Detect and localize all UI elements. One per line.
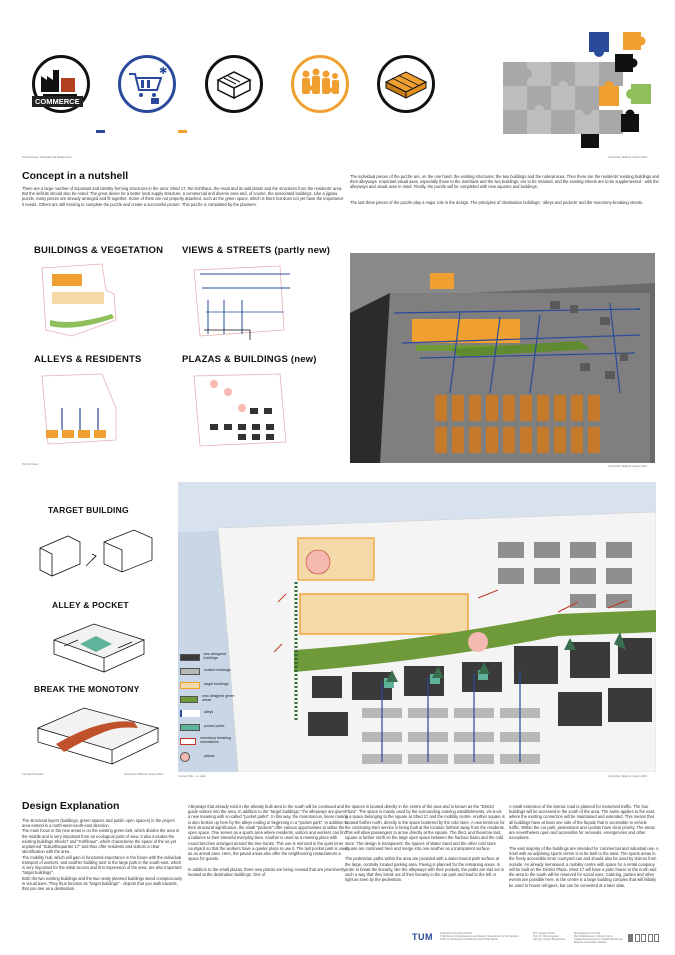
principles-caption-left: Concept Principles bbox=[22, 773, 44, 776]
principle-target-building-diagram bbox=[34, 518, 164, 578]
people-icon bbox=[291, 55, 349, 113]
legend-item bbox=[180, 680, 228, 690]
puzzle-icon bbox=[503, 22, 653, 152]
legend-label: alleys bbox=[204, 710, 214, 715]
design-title: Design Explanation bbox=[22, 800, 120, 812]
plan-legend bbox=[180, 652, 240, 762]
page-indicator-box bbox=[641, 934, 646, 942]
principles-caption-right: Ownership: Belarnie Jansen 2019 bbox=[124, 773, 163, 776]
concept-title: Concept in a nutshell bbox=[22, 170, 129, 182]
page-indicator-box bbox=[635, 934, 640, 942]
page-indicator-box bbox=[628, 934, 633, 942]
legend-label: plazas bbox=[204, 754, 215, 759]
legend-item bbox=[180, 666, 231, 676]
panel-title-alleys-residents: ALLEYS & RESIDENTS bbox=[34, 354, 142, 365]
principle-title-break-monotony: BREAK THE MONOTONY bbox=[34, 684, 140, 694]
concept-text-left: There are a large number of important and identity-forming structures in the area: Shed 17, the Kühlhaus, the moat and its wild plants and the structures from the residents' area. But the deficits should also be noted: The great desire for a better local supply structure, a commercial and diverse area and, of course, the associated buildings. Like a jigsaw puzzle, many pieces are already arranged and fit together. Some of them are not properly attached, such as the green space, which is there but does not yet have the importance it needs. Others are still missing to complete the puzzle and create a successful picture. This puzzle is completed by the planners. bbox=[22, 186, 344, 207]
panel-title-views-streets: VIEWS & STREETS (partly new) bbox=[182, 245, 331, 256]
design-col-2: Alleyways that already exist in the already built area to the south will be continued and guide visitors into the area. In addition to the "target buildings," the alleyways are given a new meaning with so-called "pocket parks". In this way, the monotonous, linear routing is also broken up here by the alleys ending or beginning in a "pocket park". In addition to their structural significance, the small "pockets" offer various opportunities to utilise the open space. One serves as a sports area where residents, visitors and workers can find a balance to their stressful everyday lives. Another is used as a meeting place with round benches arranged around the tree trunks. This use is mirrored in the quiet inner courtyard so that the workers have a quieter place to use it. The last pocket park is used as an arrival area. Here, the paved areas also offer the neighbouring restaurateurs a space for guests. In addition to the small plazas, three new plazas are being created that are prominently located at the destination buildings. One of bbox=[188, 804, 348, 878]
orange-marker bbox=[178, 130, 187, 133]
legend-swatch-existed-buildings bbox=[180, 668, 200, 675]
footer-university: Technical University Munich TUM School of Engineering and Design | Department of Architecture Chair of Landscape Architecture and Public Space bbox=[440, 932, 519, 942]
panel-alleys-residents bbox=[32, 368, 172, 453]
legend-swatch-monotony-breaking bbox=[180, 738, 196, 745]
page-indicator-box bbox=[648, 934, 653, 942]
blue-marker bbox=[96, 130, 105, 133]
commerce-label: COMMERCE bbox=[32, 96, 83, 107]
legend-label: target buildings bbox=[204, 682, 229, 687]
design-col-1: The structural layers (buildings, green spaces and public open spaces) in the project area extend in a north-west-south-east direction. The main focus in the new areas is on the existing green belt, which divides the area in the middle and is very important from an ecological point of view. It also includes the existing buildings Shed17 and "Kühlhaus", which characterise the space of the as yet unplanned "Zukunftsquartier 17" and thus offer residents and visitors a clear identification with the area. The mobility hub, which will gain in functional importance in the future with the individual transport of workers, and another building next to the large park in the south-east, which is very important for the initial access and first impression of the area, are also important "target buildings". Both the two existing buildings and the two newly planned buildings stand conspicuously in visual axes. They thus function as "target buildings" - objects that you walk towards, that you see as a destination. bbox=[22, 818, 182, 892]
legend-item bbox=[180, 722, 224, 732]
plan-caption-right: Ownership: Belarnie Jansen 2019 bbox=[608, 775, 647, 778]
icons-caption-right: Ownership: Belarnie Jansen 2019 bbox=[608, 156, 647, 159]
legend-swatch-pocket-parks bbox=[180, 724, 200, 731]
concept-text-right-1: The individual pieces of the puzzle are, on the one hand, the existing structures: the two buildings and the ruderal area. Then there are the residents' existing buildings and their alleyways. Important visual axes, especially those to the riverbank and the two buildings, are to be retained, and the existing streets are to be supplemented - with the alleyways and visual axes in mind. Finally, the puzzle will be completed with new squares and buildings. bbox=[350, 174, 660, 190]
legend-swatch-target-buildings bbox=[180, 682, 200, 689]
panels-caption-left: Puzzle Pieces bbox=[22, 463, 39, 466]
principle-alley-pocket-diagram bbox=[34, 614, 164, 674]
aerial-caption: Ownership: Belarnie Jansen 2019 bbox=[608, 465, 647, 468]
design-col-4: A small extension of the tarmac road is planned for motorised traffic. The four buildings will be accessed in the south of the area. The same applies to the east, where the existing connection will be maintained and extended. This means that all buildings have at least one side of the façade that is accessible to vehicle traffic. Within the car park, pedestrians and cyclists have clear priority. The areas are nevertheless open and accessible for removals, emergencies and other exceptions. The vast majority of the buildings are intended for commercial and industrial use. A hotel with an adjoining sports centre is to be built to the west. The sports areas in the freely accessible inner courtyard can and should also be used by visitors from outside. As already mentioned, a mobility centre with space for a rental company will be built on the District Plaza. Shed 17 will have a palm house to the north and the area to the south will be reserved for social uses. Catering, parties and other events are possible here. In the centre is a large building complex that will initially be used to house refugees, but can be converted at a later date. bbox=[509, 804, 659, 888]
aerial-photo bbox=[350, 253, 655, 463]
legend-item bbox=[180, 708, 213, 718]
icons-caption-left: Puzzle Pieces: Potentials and Weaknesses bbox=[22, 156, 72, 159]
design-col-3: the spaces is located directly in the centre of the area and is known as the "District Plaza". The space is mainly used by the surrounding catering establishments, vis-à-vis is a space belonging to the square at Shed 17 and the mobility centre. Another square is located further north, directly in the space bordered by the cold store. A new terminus for the continuing tram service is being built at the location furthest away from the residents. This will allow passengers to arrive directly at the square. The third, and therefore last, square is further north on the large open space between the harbour basin and the cold store. The design is transparent: the spaces of Water Sand and the other cold store square are continued here and merge into one another as a transparent surface. The pedestrian paths within the area are provided with a water-bound path surface at the large, centrally located parking area. Paving is planned for the remaining areas. In order to break the linearity, like the alleyways with their pockets, the paths are laid out in such a way that they break out of their linearity in the car park and lead to the left or right as seen by the pedestrian. bbox=[345, 804, 505, 883]
page-indicator bbox=[628, 934, 659, 942]
legend-item bbox=[180, 694, 240, 704]
legend-label: new designed green areas bbox=[202, 694, 235, 702]
legend-item bbox=[180, 652, 240, 662]
shopping-icon bbox=[118, 55, 176, 113]
principle-title-alley-pocket: ALLEY & POCKET bbox=[52, 600, 129, 610]
buildings-icon bbox=[205, 55, 263, 113]
legend-swatch-new-buildings bbox=[180, 654, 200, 661]
stacked-buildings-icon bbox=[377, 55, 435, 113]
footer bbox=[0, 930, 675, 955]
footer-project: Masterproject FH TUM Bernt Bosshausen | Florian Gehrt Stadtentwicklungsrinne Südlich Bensteiner Belarnie Hernandez Salazar bbox=[574, 932, 624, 945]
panel-views-streets bbox=[180, 260, 330, 345]
panel-title-plazas-buildings: PLAZAS & BUILDINGS (new) bbox=[182, 354, 317, 365]
legend-swatch-plazas bbox=[180, 752, 190, 762]
panel-buildings-vegetation bbox=[32, 260, 172, 345]
principle-break-monotony-diagram bbox=[34, 698, 164, 766]
panel-plazas-buildings bbox=[180, 368, 330, 453]
legend-item bbox=[180, 752, 214, 762]
legend-label: new designed buildings bbox=[203, 652, 226, 660]
tum-logo: TUM bbox=[412, 932, 433, 942]
concept-text-right-2: The last three pieces of the puzzle play a major role in the design. The principles of 'destination buildings', 'alleys and pockets' and the monotony-breaking streets. bbox=[350, 200, 644, 205]
legend-label: pocket parks bbox=[204, 724, 225, 729]
legend-item bbox=[180, 736, 240, 746]
plan-caption-left: Concept Plan - no scale bbox=[178, 775, 206, 778]
panel-title-buildings-vegetation: BUILDINGS & VEGETATION bbox=[34, 245, 164, 256]
legend-swatch-green-areas bbox=[180, 696, 198, 703]
legend-label: monotony breaking orientations bbox=[200, 736, 231, 744]
concept-plan bbox=[178, 482, 656, 772]
svg-text:✱: ✱ bbox=[159, 66, 168, 77]
principle-title-target-building: TARGET BUILDING bbox=[48, 505, 129, 515]
footer-professors: Prof. Regine Keller Prof. Dr. Ulla Heyderer Dipl.Ing. Gertan Bürgpresse bbox=[533, 932, 566, 942]
legend-swatch-alleys bbox=[180, 710, 200, 717]
page-indicator-box bbox=[654, 934, 659, 942]
legend-label: existed buildings bbox=[204, 668, 231, 673]
